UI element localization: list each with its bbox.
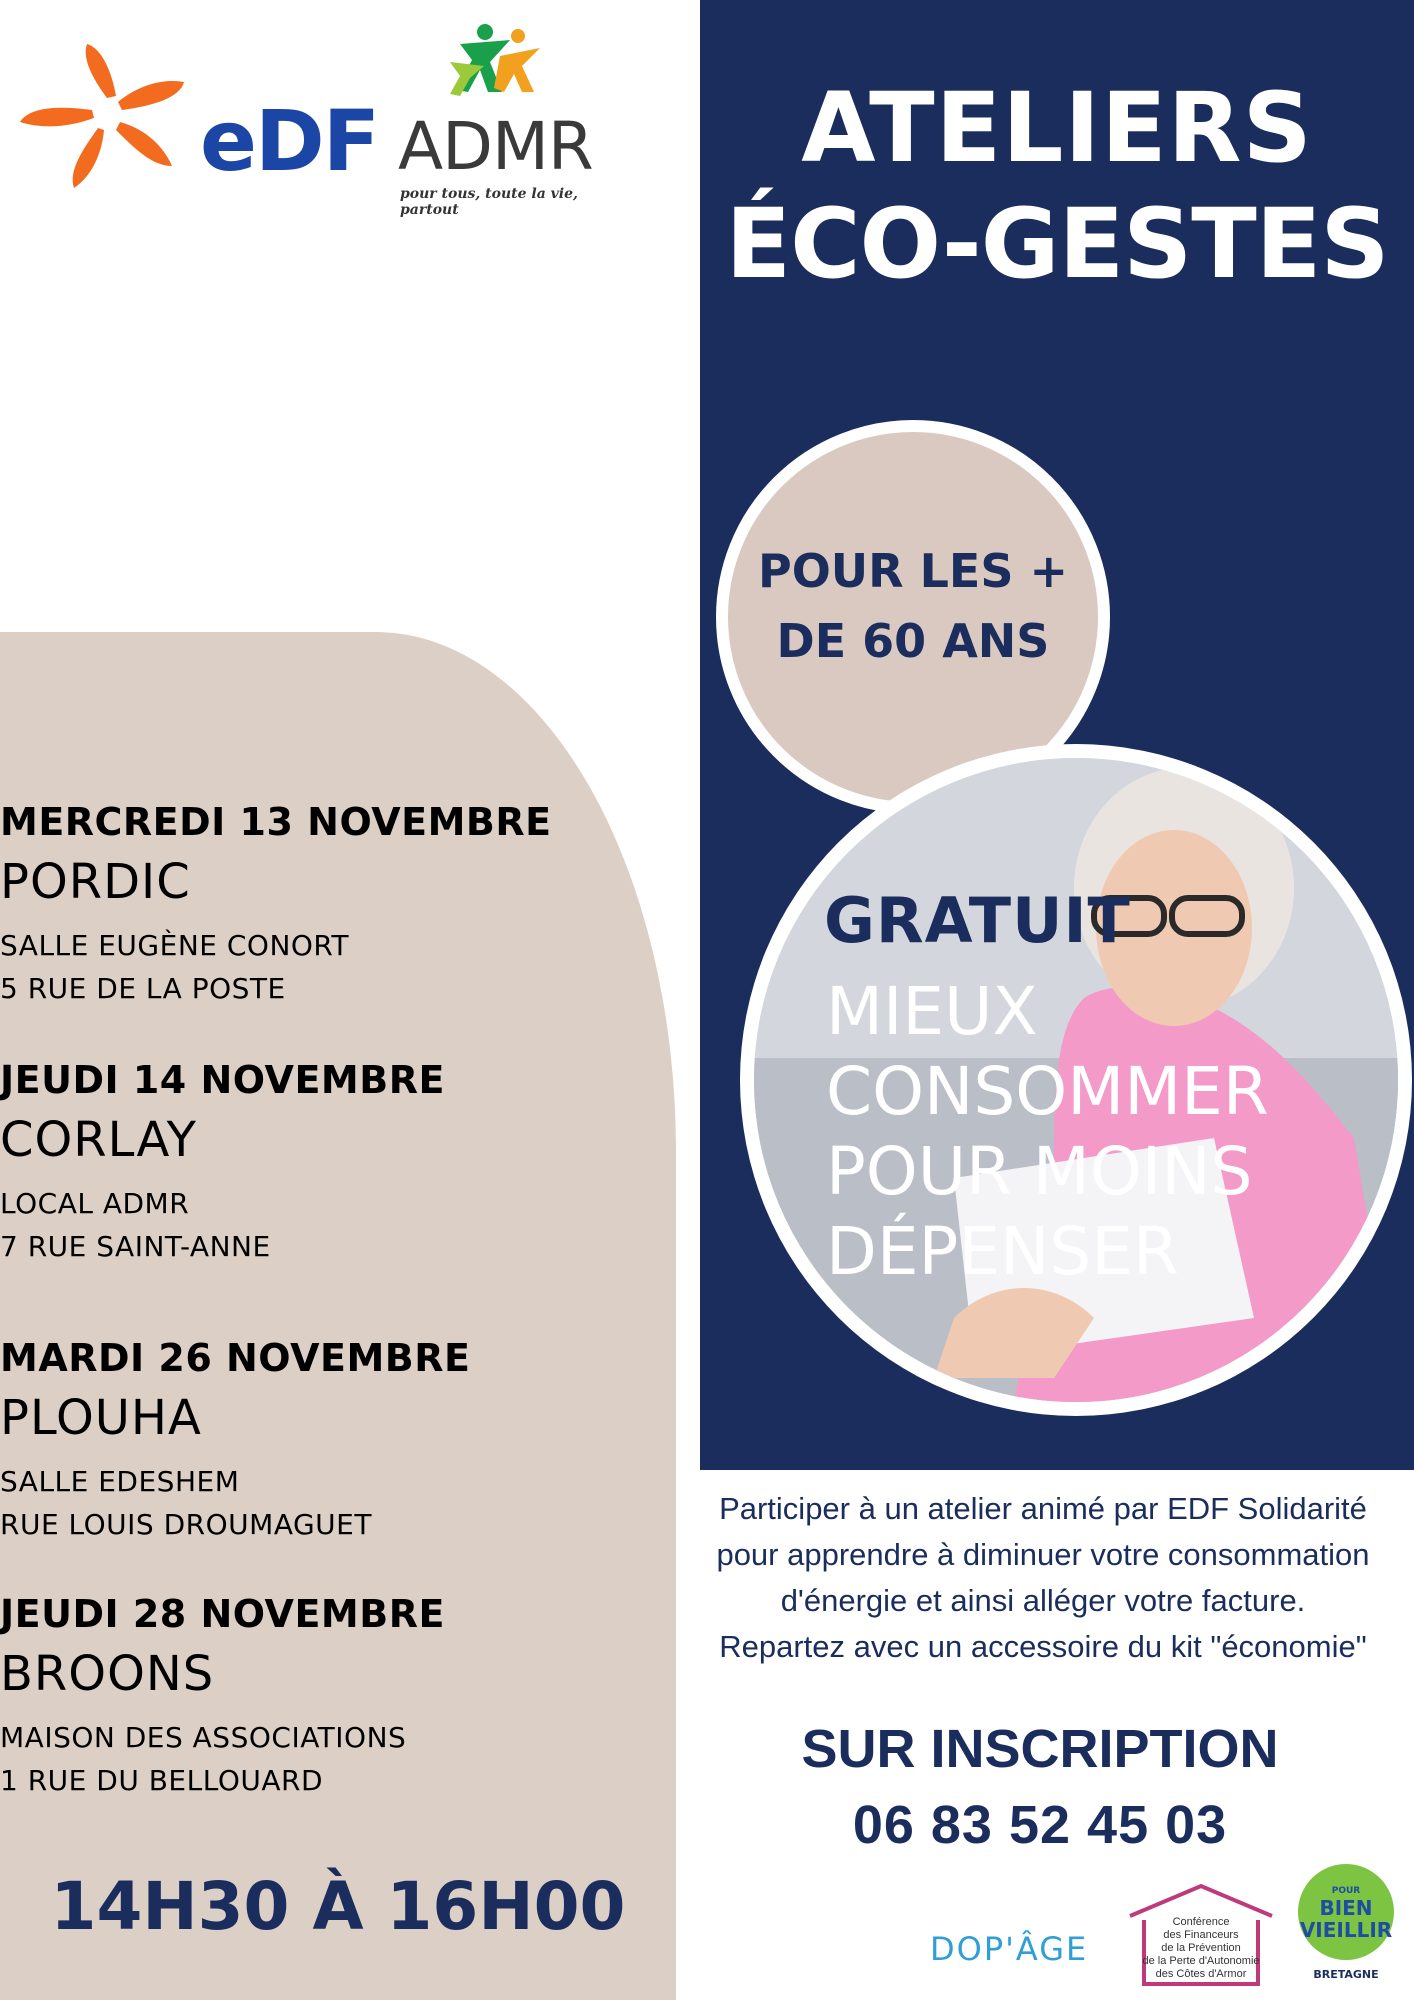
edf-logo-text: eDF xyxy=(200,92,379,190)
conference-line: de la Perte d'Autonomie xyxy=(1142,1955,1260,1967)
event-venue: SALLE EUGÈNE CONORT xyxy=(0,929,349,962)
admr-logo-text: ADMR xyxy=(398,108,593,185)
admr-figures-icon xyxy=(440,22,560,102)
admr-tagline: pour tous, toute la vie, partout xyxy=(400,186,578,218)
slogan xyxy=(826,972,1366,1292)
event-date: JEUDI 14 NOVEMBRE xyxy=(0,1058,445,1102)
title-line-2: ÉCO-GESTES xyxy=(725,188,1389,300)
description-line: Repartez avec un accessoire du kit "économie" xyxy=(719,1629,1367,1664)
bien-vieillir-line: POUR xyxy=(1331,1886,1361,1896)
event-item xyxy=(0,800,660,1010)
audience-text xyxy=(716,536,1110,676)
event-city: PORDIC xyxy=(0,854,191,910)
bien-vieillir-text xyxy=(1298,1886,1394,1941)
event-city: BROONS xyxy=(0,1646,215,1702)
edf-flower-icon xyxy=(12,38,202,208)
event-address: RUE LOUIS DROUMAGUET xyxy=(0,1508,372,1541)
event-address: 1 RUE DU BELLOUARD xyxy=(0,1764,324,1797)
event-venue: MAISON DES ASSOCIATIONS xyxy=(0,1721,407,1754)
description-line: pour apprendre à diminuer votre consommation xyxy=(716,1537,1370,1572)
conference-line: des Côtes d'Armor xyxy=(1155,1968,1247,1980)
workshop-hours: 14H30 À 16H00 xyxy=(50,1868,626,1945)
registration-phone: 06 83 52 45 03 xyxy=(852,1795,1228,1855)
conference-line: Conférence xyxy=(1172,1916,1230,1928)
event-venue: SALLE EDESHEM xyxy=(0,1465,240,1498)
bien-vieillir-region: BRETAGNE xyxy=(1313,1968,1379,1981)
bien-vieillir-line: VIEILLIR xyxy=(1299,1918,1393,1942)
event-item xyxy=(0,1592,660,1802)
description-line: d'énergie et ainsi alléger votre facture. xyxy=(780,1583,1306,1618)
dopage-logo: DOP'ÂGE xyxy=(930,1930,1089,1968)
conference-line: de la Prévention xyxy=(1161,1942,1241,1954)
description xyxy=(680,1486,1406,1670)
registration-label: SUR INSCRIPTION xyxy=(801,1719,1279,1779)
event-address: 5 RUE DE LA POSTE xyxy=(0,972,286,1005)
slogan-line: CONSOMMER xyxy=(826,1053,1269,1130)
event-venue: LOCAL ADMR xyxy=(0,1187,190,1220)
logo-area xyxy=(12,22,612,218)
slogan-line: DÉPENSER xyxy=(826,1213,1179,1290)
event-date: MARDI 26 NOVEMBRE xyxy=(0,1336,471,1380)
conference-logo-text xyxy=(1126,1916,1276,1981)
audience-line-2: DE 60 ANS xyxy=(776,614,1050,668)
slogan-line: POUR MOINS xyxy=(826,1133,1253,1210)
conference-line: des Financeurs xyxy=(1163,1929,1239,1941)
audience-line-1: POUR LES + xyxy=(757,544,1069,598)
title-line-1: ATELIERS xyxy=(801,72,1313,184)
event-city: PLOUHA xyxy=(0,1390,202,1446)
slogan-line: MIEUX xyxy=(826,973,1038,1050)
event-date: MERCREDI 13 NOVEMBRE xyxy=(0,800,552,844)
event-address: 7 RUE SAINT-ANNE xyxy=(0,1230,271,1263)
event-city: CORLAY xyxy=(0,1112,197,1168)
description-line: Participer à un atelier animé par EDF Solidarité xyxy=(719,1491,1367,1526)
event-item xyxy=(0,1058,660,1268)
partner-logos xyxy=(930,1856,1410,1996)
free-label: GRATUIT xyxy=(824,884,1131,957)
event-item xyxy=(0,1336,660,1546)
bien-vieillir-line: BIEN xyxy=(1319,1896,1373,1920)
event-date: JEUDI 28 NOVEMBRE xyxy=(0,1592,445,1636)
